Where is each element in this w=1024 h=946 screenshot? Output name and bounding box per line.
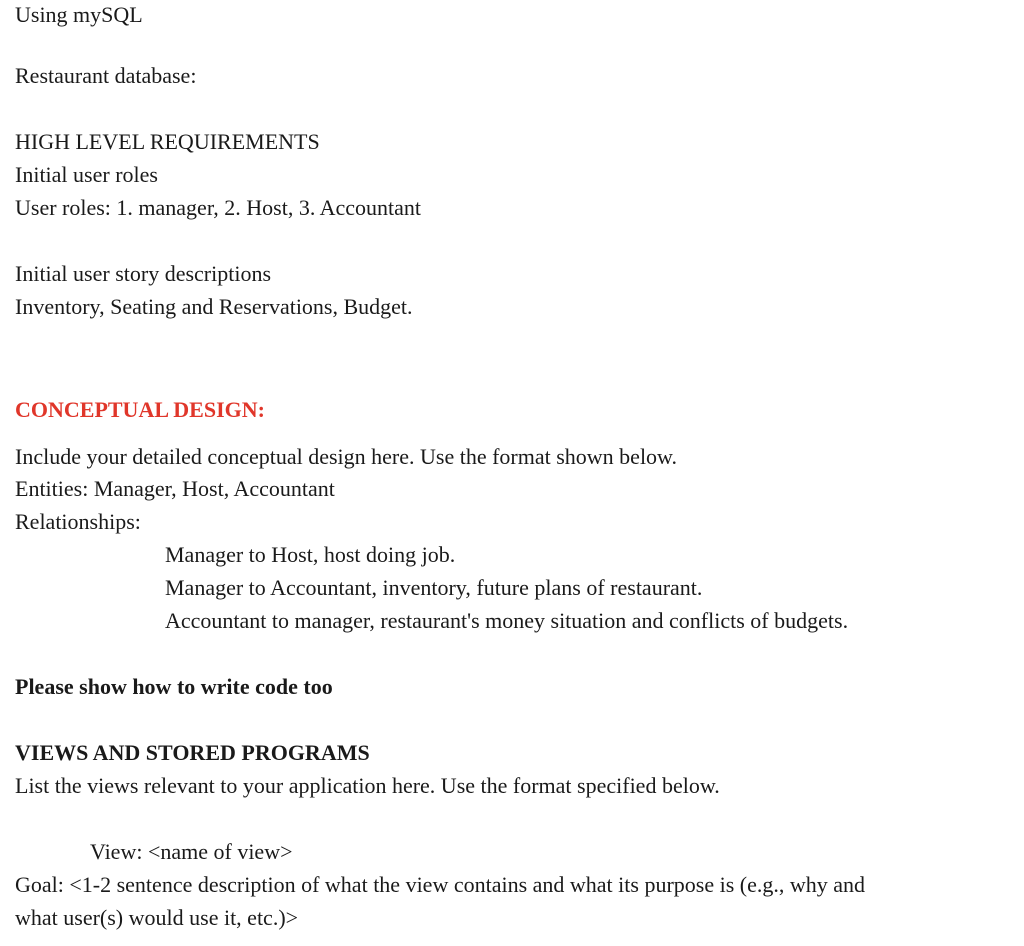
high-level-requirements-heading: HIGH LEVEL REQUIREMENTS — [15, 129, 320, 154]
intro-text: Using mySQL — [15, 2, 143, 27]
views-heading: VIEWS AND STORED PROGRAMS — [15, 740, 370, 765]
user-stories-list: Inventory, Seating and Reservations, Budget. — [15, 294, 413, 319]
relationship-item: Accountant to manager, restaurant's money situation and conflicts of budgets. — [165, 608, 849, 633]
conceptual-design-heading: CONCEPTUAL DESIGN: — [15, 397, 265, 422]
view-template-line: View: <name of view> — [90, 839, 293, 864]
user-roles-title: Initial user roles — [15, 162, 158, 187]
user-stories-title: Initial user story descriptions — [15, 261, 272, 286]
code-request: Please show how to write code too — [15, 674, 333, 699]
user-roles-list: User roles: 1. manager, 2. Host, 3. Accountant — [15, 195, 422, 220]
relationship-item: Manager to Accountant, inventory, future plans of restaurant. — [165, 575, 703, 600]
views-instructions: List the views relevant to your application here. Use the format specified below. — [15, 773, 720, 798]
relationship-item: Manager to Host, host doing job. — [165, 542, 456, 567]
database-title: Restaurant database: — [15, 63, 197, 88]
conceptual-instructions: Include your detailed conceptual design here. Use the format shown below. — [15, 444, 678, 469]
goal-template-line-2: what user(s) would use it, etc.)> — [15, 905, 299, 930]
entities-line: Entities: Manager, Host, Accountant — [15, 476, 335, 501]
relationships-label: Relationships: — [15, 509, 141, 534]
goal-template-line-1: Goal: <1-2 sentence description of what the view contains and what its purpose is (e.g., why and — [15, 872, 866, 897]
